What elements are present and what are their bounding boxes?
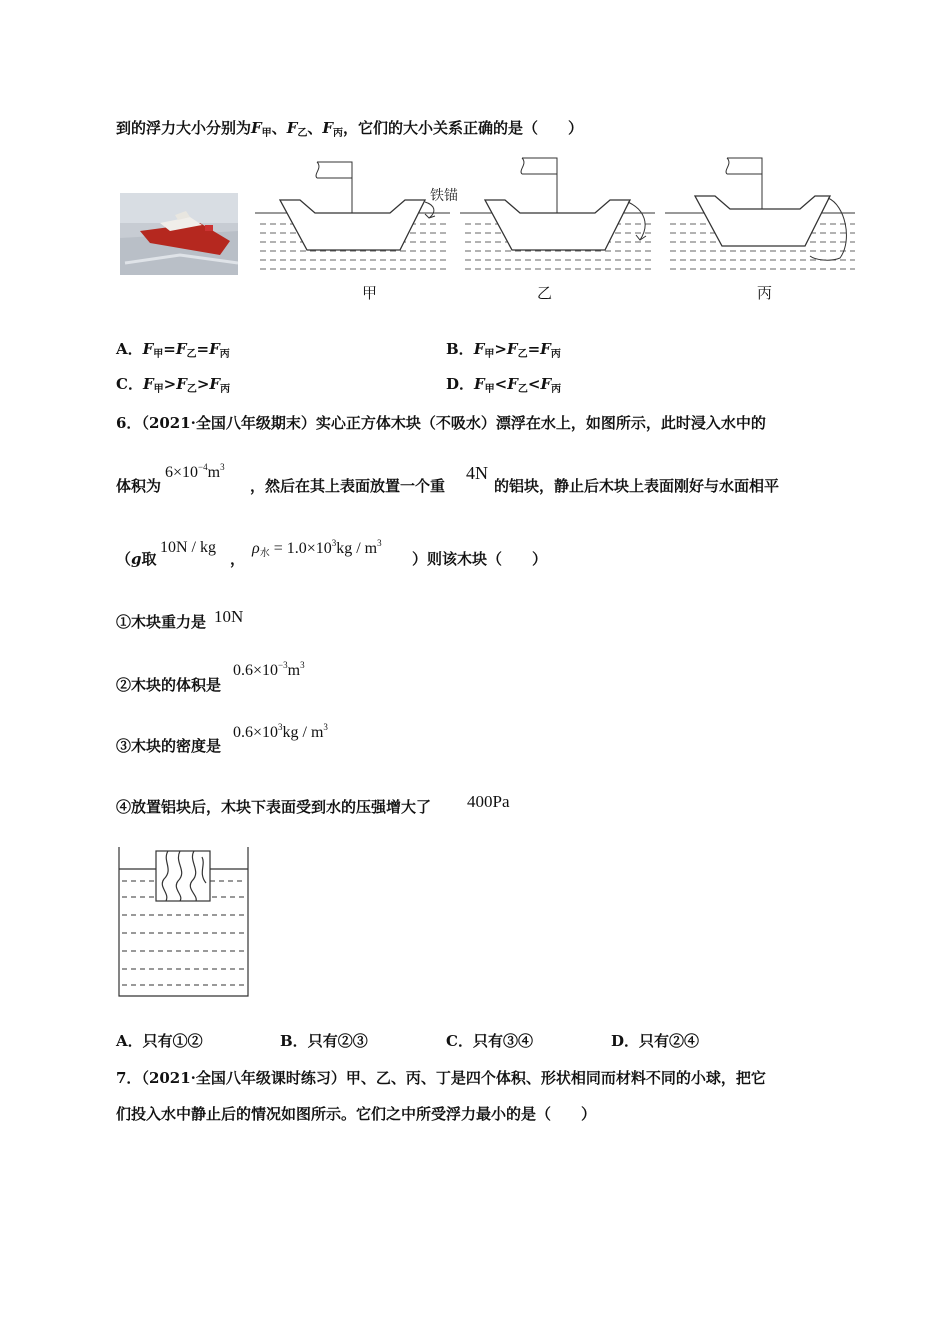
q6-option-b[interactable]: B．只有②③ xyxy=(280,1032,368,1050)
rho-formula: $\rho_水 = 1.0\times 10^3kg / m^3$ xyxy=(252,538,382,559)
q7-stem-line1: 7．（2021·全国八年级课时练习）甲、乙、丙、丁是四个体积、形状相同而材料不同的小球，把它 xyxy=(116,1069,766,1087)
fig-label-jia: 甲 xyxy=(362,284,378,302)
statement-2-value: $0.6\times 10^{-3}m^3$ xyxy=(233,660,305,679)
q5-option-a[interactable]: A．$F_甲=F_乙=F_丙$ xyxy=(116,340,230,360)
q6-line3-comma: ， xyxy=(230,550,246,568)
q5-option-b[interactable]: B．$F_甲>F_乙=F_丙$ xyxy=(446,340,561,360)
q7-stem-line2: 们投入水中静止后的情况如图所示。它们之中所受浮力最小的是（ ） xyxy=(116,1105,597,1123)
q5-stem: 到的浮力大小分别为$F_甲$、$F_乙$、$F_丙$，它们的大小关系正确的是（ ） xyxy=(116,119,584,139)
statement-3: ③木块的密度是 xyxy=(116,737,222,755)
statement-2: ②木块的体积是 xyxy=(116,676,222,694)
statement-4: ④放置铝块后，木块下表面受到水的压强增大了 xyxy=(116,798,432,816)
q6-stem-line1: 6．（2021·全国八年级期末）实心正方体木块（不吸水）漂浮在水上，如图所示，此时浸入水中的 xyxy=(116,414,766,432)
q6-stem-line3: （g取 xyxy=(116,550,157,568)
container-block-diagram xyxy=(118,847,250,997)
q5-option-d[interactable]: D．$F_甲<F_乙<F_丙$ xyxy=(446,375,562,395)
ship-diagram-jia xyxy=(255,150,458,275)
q5-option-c[interactable]: C．$F_甲>F_乙>F_丙$ xyxy=(116,375,231,395)
statement-1: ①木块重力是 xyxy=(116,613,207,631)
volume-formula: $6\times 10^{-4}m^3$ xyxy=(165,462,225,481)
q6-line3-end: ）则该木块（ ） xyxy=(412,550,548,568)
fig-label-yi: 乙 xyxy=(537,284,553,302)
ship-diagram-yi xyxy=(460,150,660,275)
statement-4-value: 400Pa xyxy=(467,792,510,811)
icebreaker-photo xyxy=(120,193,238,275)
q6-option-d[interactable]: D．只有②④ xyxy=(611,1032,700,1050)
g-value: 10N / kg xyxy=(160,539,216,556)
q6-option-c[interactable]: C．只有③④ xyxy=(446,1032,533,1050)
statement-3-value: $0.6\times 10^3kg / m^3$ xyxy=(233,722,328,741)
statement-1-value: 10N xyxy=(214,607,244,626)
weight-value: 4N xyxy=(466,463,488,483)
fig-label-bing: 丙 xyxy=(757,284,773,302)
q6-stem-line2: 体积为 xyxy=(116,477,162,495)
anchor-label: 铁锚 xyxy=(430,188,458,204)
ship-diagram-bing xyxy=(665,150,865,275)
q6-line2-end: 的铝块，静止后木块上表面刚好与水面相平 xyxy=(494,477,780,495)
q6-line2-mid: ，然后在其上表面放置一个重 xyxy=(250,477,446,495)
q6-option-a[interactable]: A．只有①② xyxy=(116,1032,203,1050)
